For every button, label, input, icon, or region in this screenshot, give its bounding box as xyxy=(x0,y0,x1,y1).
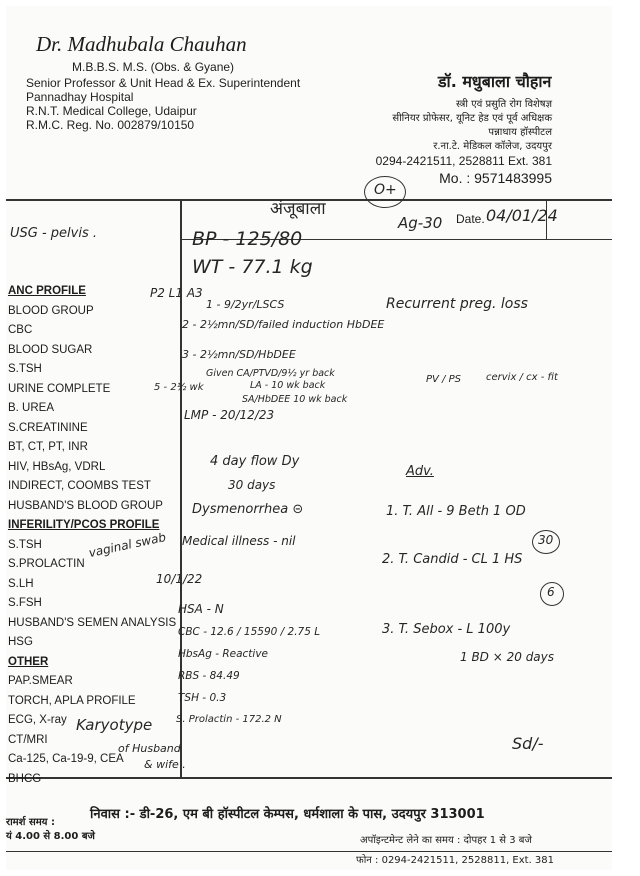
menu-item: HUSBAND'S BLOOD GROUP xyxy=(8,499,163,512)
history-line-6: LA - 10 wk back xyxy=(250,380,326,391)
menses-cycle: 30 days xyxy=(228,478,276,492)
advice-dose: 1 BD × 20 days xyxy=(460,650,555,664)
history-line-2: 2 - 2½mn/SD/failed induction HbDEE xyxy=(182,318,385,331)
patient-name: अंजूबाला xyxy=(270,199,326,219)
weight: WT - 77.1 kg xyxy=(192,256,313,278)
karyotype-wife: & wife . xyxy=(144,758,186,771)
designation-line: Senior Professor & Unit Head & Ex. Superintendent xyxy=(26,76,301,90)
menu-item: BHCG xyxy=(8,772,42,785)
menu-item: PAP.SMEAR xyxy=(8,675,73,687)
date-label: Date. xyxy=(456,212,485,226)
medical-illness: Medical illness - nil xyxy=(182,534,296,548)
history-line-4: Given CA/PTVD/9½ yr back xyxy=(206,368,335,379)
doctor-degrees: M.B.B.S. M.S. (Obs. & Gyane) xyxy=(72,60,235,74)
karyotype-husband: of Husband xyxy=(118,742,181,755)
recurrent-loss: Recurrent preg. loss xyxy=(386,296,528,312)
lab-cbc: CBC - 12.6 / 15590 / 2.75 L xyxy=(178,626,321,638)
menu-item: URINE COMPLETE xyxy=(8,382,111,395)
lmp: LMP - 20/12/23 xyxy=(184,408,275,422)
lab-rbs: RBS - 84.49 xyxy=(178,670,240,682)
advice-title: Adv. xyxy=(406,464,434,479)
vaginal-swab-note: vaginal swab xyxy=(87,529,168,561)
hindi-designation: सीनियर प्रोफेसर, यूनिट हेड एवं पूर्व अधिक्षक xyxy=(392,113,552,124)
hindi-specialty: स्त्री एवं प्रसुति रोग विशेषज्ञ xyxy=(456,99,552,110)
cervix-note: cervix / cx - fit xyxy=(486,372,558,383)
lab-date: 10/1/22 xyxy=(156,572,203,586)
history-line-7: SA/HbDEE 10 wk back xyxy=(242,394,348,405)
menu-heading: INFERILITY/PCOS PROFILE xyxy=(8,519,160,531)
footer-phone: फोन : 0294-2421511, 2528811, Ext. 381 xyxy=(356,855,555,866)
appointment-time: अपॉइन्टमेन्ट लेने का समय : दोपहर 1 से 3 बजे xyxy=(360,835,532,846)
date-value: 04/01/24 xyxy=(486,206,558,225)
hindi-college: र.ना.टे. मेडिकल कॉलेज, उदयपुर xyxy=(433,141,552,152)
menu-item: HSG xyxy=(8,636,33,648)
menu-item: CBC xyxy=(8,324,33,336)
registration-line: R.M.C. Reg. No. 002879/10150 xyxy=(26,118,195,132)
menses-flow: 4 day flow Dy xyxy=(210,454,300,469)
hindi-hospital: पन्नाधाय हॉस्पीटल xyxy=(488,127,552,138)
consult-time: यं 4.00 से 8.00 बजे xyxy=(6,831,95,842)
lab-hsa: HSA - N xyxy=(178,602,224,616)
patient-age: Ag-30 xyxy=(398,214,443,232)
header-phone: 0294-2421511, 2528811 Ext. 381 xyxy=(375,154,552,168)
menu-heading: OTHER xyxy=(8,655,49,668)
advice-qty-1: 30 xyxy=(538,533,554,547)
history-line-1: 1 - 9/2yr/LSCS xyxy=(206,298,285,311)
dysmenorrhea: Dysmenorrhea ⊝ xyxy=(192,502,304,517)
obstetric-formula: P2 L1 A3 xyxy=(150,286,203,300)
menu-item: ECG, X-ray xyxy=(8,714,67,726)
hospital-line: Pannadhay Hospital xyxy=(26,90,134,104)
doctor-name-english: Dr. Madhubala Chauhan xyxy=(36,32,247,56)
advice-item-2: 2. T. Candid - CL 1 HS xyxy=(382,552,523,567)
menu-heading: ANC PROFILE xyxy=(8,285,86,297)
menu-item: TORCH, APLA PROFILE xyxy=(8,694,136,707)
menu-item: S.TSH xyxy=(8,363,42,375)
menu-item: S.PROLACTIN xyxy=(8,558,85,570)
menu-item: HUSBAND'S SEMEN ANALYSIS xyxy=(8,616,177,629)
lab-hbsag: HbsAg - Reactive xyxy=(178,648,269,660)
menu-item: S.FSH xyxy=(8,597,42,609)
college-line: R.N.T. Medical College, Udaipur xyxy=(26,104,197,118)
advice-item-1: 1. T. All - 9 Beth 1 OD xyxy=(386,504,526,519)
menu-item: B. UREA xyxy=(8,402,55,414)
advice-qty-2: 6 xyxy=(547,585,555,599)
pv-ps: PV / PS xyxy=(426,374,461,385)
karyotype-note: Karyotype xyxy=(76,716,153,734)
menu-item: S.CREATININE xyxy=(8,421,88,434)
residence-address: निवास :- डी-26, एम बी हॉस्पीटल केम्पस, धर्मशाला के पास, उदयपुर 313001 xyxy=(90,807,485,822)
blood-group: O+ xyxy=(374,182,397,198)
history-line-5: 5 - 2½ wk xyxy=(154,382,204,393)
menu-item: BLOOD SUGAR xyxy=(8,343,93,356)
menu-item: BT, CT, PT, INR xyxy=(8,441,88,453)
header-mobile: Mo. : 9571483995 xyxy=(439,170,552,186)
doctor-signature: Sd/- xyxy=(512,734,544,753)
blood-pressure: BP - 125/80 xyxy=(192,228,303,250)
usg-note: USG - pelvis . xyxy=(10,226,98,241)
history-line-3: 3 - 2½mn/SD/HbDEE xyxy=(182,348,296,361)
menu-item: S.TSH xyxy=(8,538,42,551)
lab-tsh: TSH - 0.3 xyxy=(178,692,227,704)
menu-item: CT/MRI xyxy=(8,733,48,746)
menu-item: INDIRECT, COOMBS TEST xyxy=(8,480,151,492)
lab-prolactin: S. Prolactin - 172.2 N xyxy=(176,714,282,725)
menu-item: S.LH xyxy=(8,577,34,590)
menu-item: HIV, HBsAg, VDRL xyxy=(8,460,106,473)
doctor-name-hindi: डॉ. मधुबाला चौहान xyxy=(438,72,552,91)
prescription-sheet xyxy=(6,6,612,870)
advice-item-3: 3. T. Sebox - L 100y xyxy=(382,622,511,637)
menu-item: BLOOD GROUP xyxy=(8,304,94,317)
consult-label: रामर्श समय : xyxy=(6,817,55,828)
menu-item: Ca-125, Ca-19-9, CEA xyxy=(8,753,124,765)
